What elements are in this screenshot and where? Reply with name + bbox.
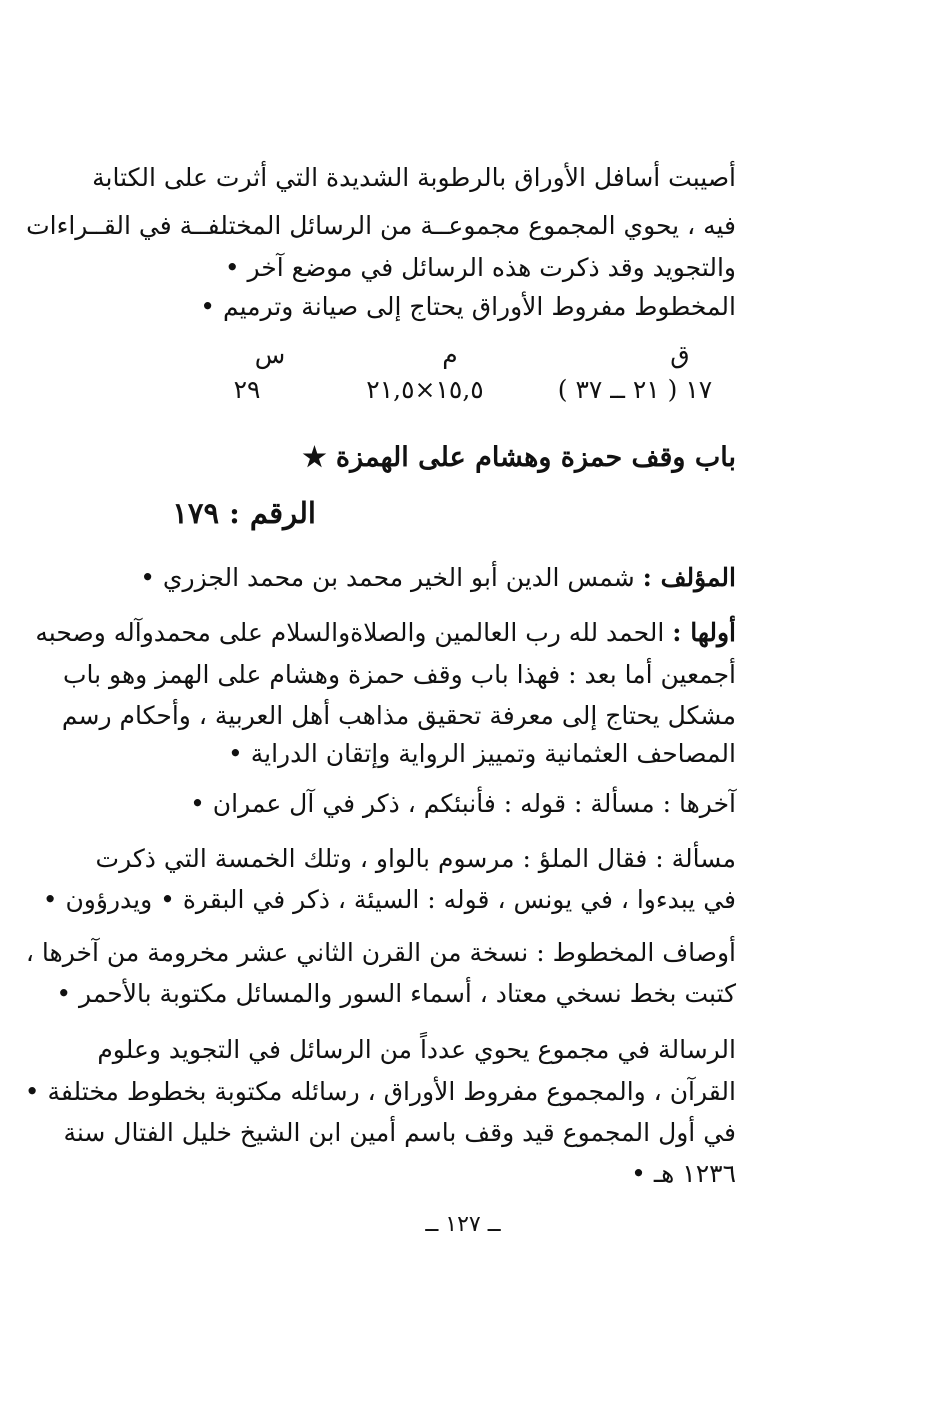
- record-number: الرقم : ١٧٩: [172, 496, 316, 530]
- description-label: أوصاف المخطوط :: [536, 938, 736, 967]
- question-line-1: مسألة : فقال الملؤ : مرسوم بالواو ، وتلك الخمسة التي ذكرت: [95, 844, 736, 873]
- description-line-2: كتبت بخط نسخي معتاد ، أسماء السور والمسائل مكتوبة بالأحمر •: [56, 979, 736, 1008]
- question-line-2: في يبدءوا ، في يونس ، قوله : السيئة ، ذكر في البقرة • ويدرؤون •: [42, 885, 736, 914]
- opening-line-3: مشكل يحتاج إلى معرفة تحقيق مذاهب أهل العربية ، وأحكام رسم: [61, 701, 736, 730]
- ending-label: آخرها :: [662, 789, 736, 818]
- ending-text: مسألة : قوله : فأنبئكم ، ذكر في آل عمران •: [190, 789, 663, 818]
- dimension-value-q: ١٧ ( ٢١ ــ ٣٧ ): [557, 375, 713, 404]
- dimension-value-s: ٢٩: [233, 375, 261, 404]
- notes-line-3: في أول المجموع قيد وقف باسم أمين ابن الشيخ خليل الفتال سنة: [63, 1118, 736, 1147]
- description-text-1: نسخة من القرن الثاني عشر مخرومة من آخرها ،: [25, 938, 537, 967]
- dimension-label-m: م: [442, 340, 458, 369]
- opening-label: أولها :: [672, 618, 736, 647]
- page-number: ــ ١٢٧ ــ: [425, 1212, 501, 1237]
- intro-line-1: أصيبت أسافل الأوراق بالرطوبة الشديدة التي أثرت على الكتابة: [92, 163, 736, 192]
- intro-line-2: فيه ، يحوي المجموع مجموعــة من الرسائل المختلفــة في القــراءات: [26, 211, 736, 240]
- dimension-label-q: ق: [670, 340, 690, 369]
- ending-line: [190, 788, 736, 820]
- author-line: [140, 562, 736, 594]
- author-label: المؤلف :: [642, 563, 736, 592]
- dimension-label-s: س: [254, 340, 286, 369]
- intro-line-4: المخطوط مفروط الأوراق يحتاج إلى صيانة وترميم •: [200, 292, 736, 321]
- opening-line-4: المصاحف العثمانية وتمييز الرواية وإتقان الدراية •: [228, 739, 736, 768]
- notes-line-1: الرسالة في مجموع يحوي عدداً من الرسائل في التجويد وعلوم: [97, 1035, 736, 1064]
- opening-line-2: أجمعين أما بعد : فهذا باب وقف حمزة وهشام على الهمز وهو باب: [62, 660, 736, 689]
- opening-line-1: [35, 617, 736, 649]
- notes-line-4: ١٢٣٦ هـ •: [631, 1159, 736, 1188]
- author-text: شمس الدين أبو الخير محمد بن محمد الجزري •: [140, 563, 643, 592]
- section-title: باب وقف حمزة وهشام على الهمزة ★: [302, 442, 736, 473]
- description-line-1: [25, 937, 736, 969]
- dimension-value-m: ١٥,٥×٢١,٥: [366, 375, 484, 404]
- intro-line-3: والتجويد وقد ذكرت هذه الرسائل في موضع آخر •: [224, 253, 736, 282]
- opening-text-1: الحمد لله رب العالمين والصلاةوالسلام على محمدوآله وصحبه: [35, 618, 673, 647]
- notes-line-2: القرآن ، والمجموع مفروط الأوراق ، رسائله مكتوبة بخطوط مختلفة •: [24, 1077, 736, 1106]
